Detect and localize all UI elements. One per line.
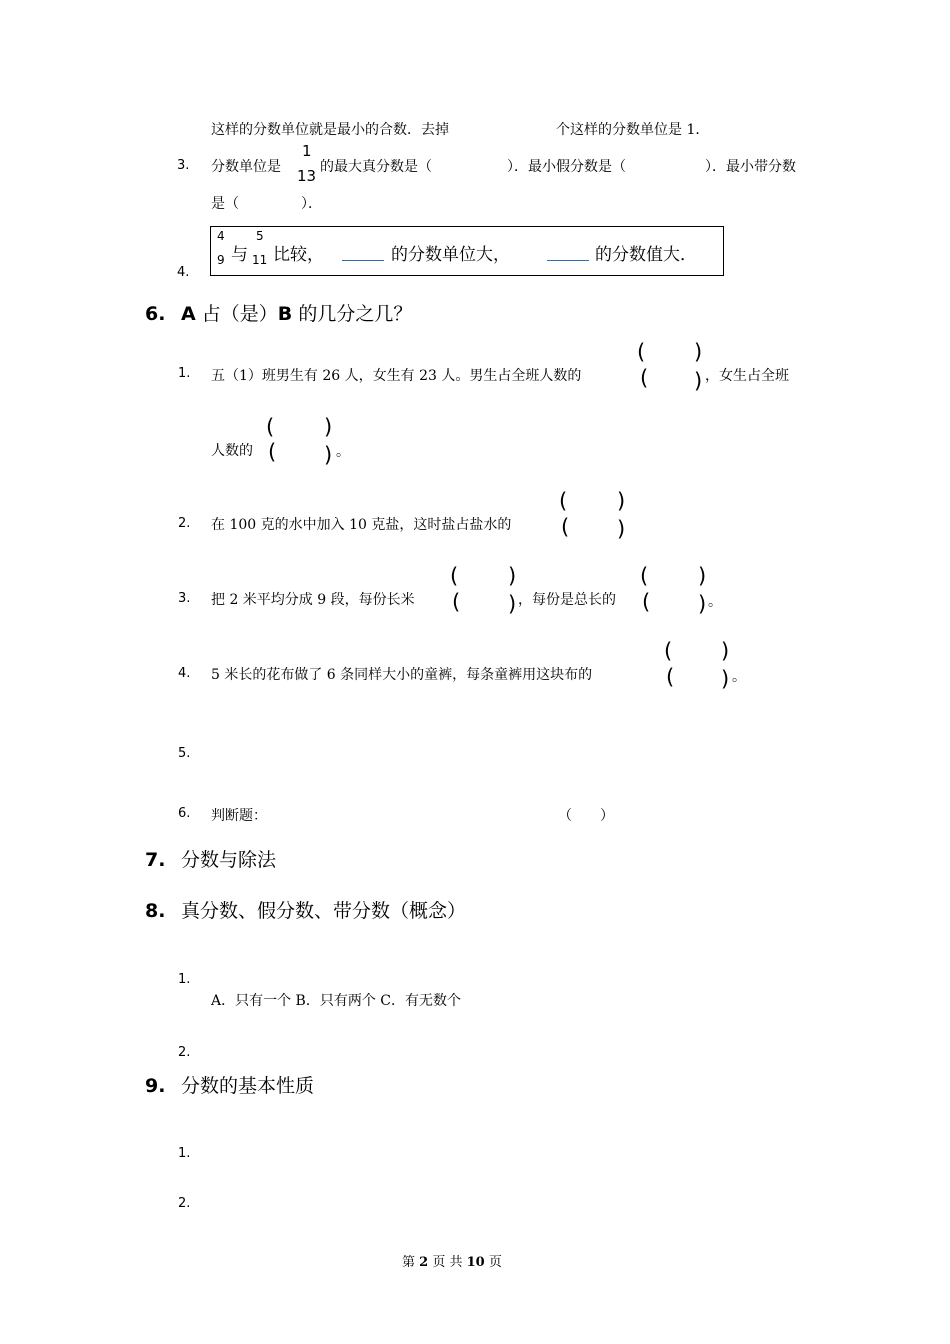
section-heading (145, 1071, 314, 1098)
question-text: 5 米长的花布做了 6 条同样大小的童裤，每条童裤用这块布的 (211, 667, 593, 683)
fraction-numerator: 1 (302, 142, 312, 160)
section-title-a: A (181, 303, 196, 325)
question-text: 把 2 米平均分成 9 段，每份长米 (211, 592, 415, 608)
bracket-open: ( (452, 590, 461, 614)
bracket-close: ) (694, 340, 703, 364)
answer-blank[interactable] (547, 260, 589, 261)
total-pages: 10 (466, 1255, 485, 1270)
fraction (215, 229, 227, 273)
bracket-close: ) (698, 592, 707, 616)
bracket-open: ( (561, 515, 570, 539)
answer-blank[interactable] (342, 260, 384, 261)
image-question-box (210, 226, 724, 276)
question-text: ，女生占全班 (705, 368, 789, 384)
question-text: 人数的 (211, 443, 253, 459)
item-number: 2. (178, 1196, 191, 1211)
section-number: 8. (145, 900, 166, 922)
bracket-open: ( (640, 366, 649, 390)
bracket-close: ) (698, 564, 707, 588)
bracket-open: ( (640, 564, 649, 588)
section-number: 6. (145, 303, 166, 325)
item-number: 2. (178, 1045, 191, 1060)
section-title-c: B (277, 303, 293, 325)
box-text: 的分数值大． (595, 245, 697, 265)
section-title: 分数的基本性质 (181, 1075, 315, 1097)
item-number: 1. (178, 366, 191, 381)
item-number: 1. (178, 1146, 191, 1161)
question-text: 个这样的分数单位是 1． (556, 122, 710, 138)
question-text: 五（1）班男生有 26 人，女生有 23 人。男生占全班人数的 (211, 368, 582, 384)
question-text: 是（ (211, 196, 239, 212)
item-number: 3. (177, 158, 190, 173)
section-title-b: 占（是） (201, 303, 278, 325)
section-number: 7. (145, 849, 166, 871)
bracket-close: ) (324, 415, 333, 439)
question-text: ）．最小带分数 (705, 159, 796, 175)
box-text: 与 (231, 245, 248, 265)
box-text: 的分数单位大， (391, 245, 510, 265)
section-number: 9. (145, 1075, 166, 1097)
section-heading (145, 896, 466, 923)
item-number: 1. (178, 972, 191, 987)
question-text: ，每份是总长的 (518, 592, 616, 608)
bracket-open: ( (642, 590, 651, 614)
footer-text: 页 共 (432, 1255, 463, 1270)
footer-text: 第 (402, 1255, 416, 1270)
bracket-close: ) (324, 443, 333, 467)
bracket-open: ( (450, 564, 459, 588)
fraction-denominator: 13 (297, 167, 317, 185)
fraction (252, 229, 270, 273)
fraction-numerator: 4 (217, 229, 225, 243)
item-number: 3. (178, 591, 191, 606)
bracket-open: ( (559, 489, 568, 513)
section-heading (145, 299, 412, 326)
answer-paren[interactable]: （ ） (558, 808, 614, 824)
fraction (297, 142, 317, 188)
question-text: 判断题： (211, 808, 267, 824)
bracket-open: ( (637, 340, 646, 364)
fraction-numerator: 5 (256, 229, 264, 243)
item-number: 4. (178, 666, 191, 681)
bracket-open: ( (666, 665, 675, 689)
bracket-open: ( (268, 440, 277, 464)
question-text: ）．最小假分数是（ (507, 159, 626, 175)
box-text: 比较， (273, 245, 324, 265)
question-text: ）． (301, 196, 322, 212)
bracket-close: ) (617, 517, 626, 541)
section-title: 分数与除法 (181, 849, 277, 871)
question-text: 。 (732, 669, 746, 685)
section-title: 真分数、假分数、带分数（概念） (181, 900, 467, 922)
fraction-denominator: 9 (217, 253, 225, 267)
item-number: 4. (177, 265, 190, 280)
bracket-open: ( (266, 415, 275, 439)
page-footer (402, 1251, 502, 1270)
item-number: 2. (178, 516, 191, 531)
fraction-denominator: 11 (252, 253, 268, 267)
section-heading (145, 845, 276, 872)
page-number: 2 (419, 1255, 429, 1270)
item-number: 6. (178, 806, 191, 821)
options-text: A．只有一个 B．只有两个 C．有无数个 (211, 993, 462, 1009)
bracket-close: ) (721, 639, 730, 663)
question-text: 这样的分数单位就是最小的合数．去掉 (211, 122, 449, 138)
section-title-d: 的几分之几？ (298, 303, 413, 325)
question-text: 。 (708, 594, 722, 610)
footer-text: 页 (488, 1255, 502, 1270)
item-number: 5. (178, 746, 191, 761)
question-text: 在 100 克的水中加入 10 克盐，这时盐占盐水的 (211, 517, 512, 533)
bracket-close: ) (508, 592, 517, 616)
question-text: 。 (336, 444, 350, 460)
bracket-close: ) (694, 369, 703, 393)
bracket-close: ) (617, 489, 626, 513)
bracket-open: ( (664, 639, 673, 663)
bracket-close: ) (721, 667, 730, 691)
question-text: 分数单位是 (211, 159, 281, 175)
question-text: 的最大真分数是（ (320, 159, 432, 175)
bracket-close: ) (508, 564, 517, 588)
